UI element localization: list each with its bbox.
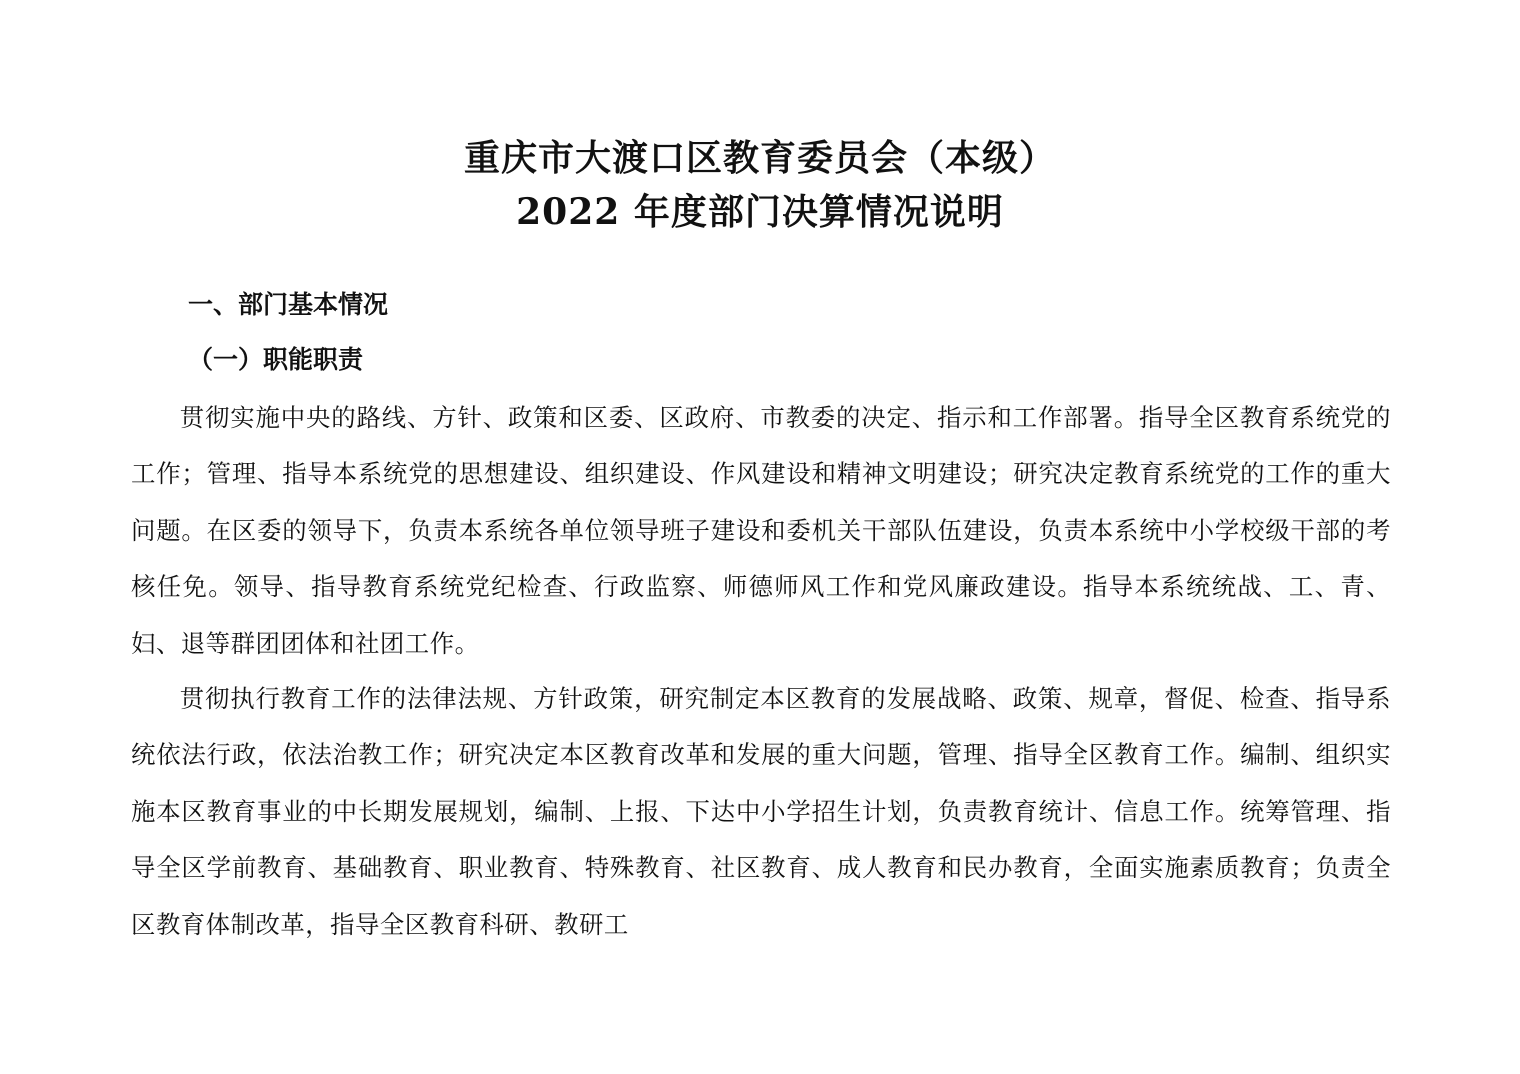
document-title-line-1: 重庆市大渡口区教育委员会（本级） — [463, 137, 1056, 179]
document-title-line-2: 2022 年度部门决算情况说明 — [516, 191, 1004, 233]
section-heading: 一、部门基本情况 — [188, 290, 389, 319]
subsection-heading: （一）职能职责 — [188, 345, 364, 374]
body-paragraph-2: 贯彻执行教育工作的法律法规、方针政策，研究制定本区教育的发展战略、政策、规章，督促、检查、指导系统依法行政，依法治教工作；研究决定本区教育改革和发展的重大问题，管理、指导全区教育工作。编制、组织实施本区教育事业的中长期发展规划，编制、上报、下达中小学招生计划，负责教育统计、信息工作。统筹管理、指导全区学前教育、基础教育、职业教育、特殊教育、社区教育、成人教育和民办教育，全面实施素质教育；负责全区教育体制改革，指导全区教育科研、教研工 — [131, 684, 1391, 939]
body-paragraph-1: 贯彻实施中央的路线、方针、政策和区委、区政府、市教委的决定、指示和工作部署。指导全区教育系统党的工作；管理、指导本系统党的思想建设、组织建设、作风建设和精神文明建设；研究决定教育系统党的工作的重大问题。在区委的领导下，负责本系统各单位领导班子建设和委机关干部队伍建设，负责本系统中小学校级干部的考核任免。领导、指导教育系统党纪检查、行政监察、师德师风工作和党风廉政建设。指导本系统统战、工、青、妇、退等群团团体和社团工作。 — [131, 403, 1391, 658]
